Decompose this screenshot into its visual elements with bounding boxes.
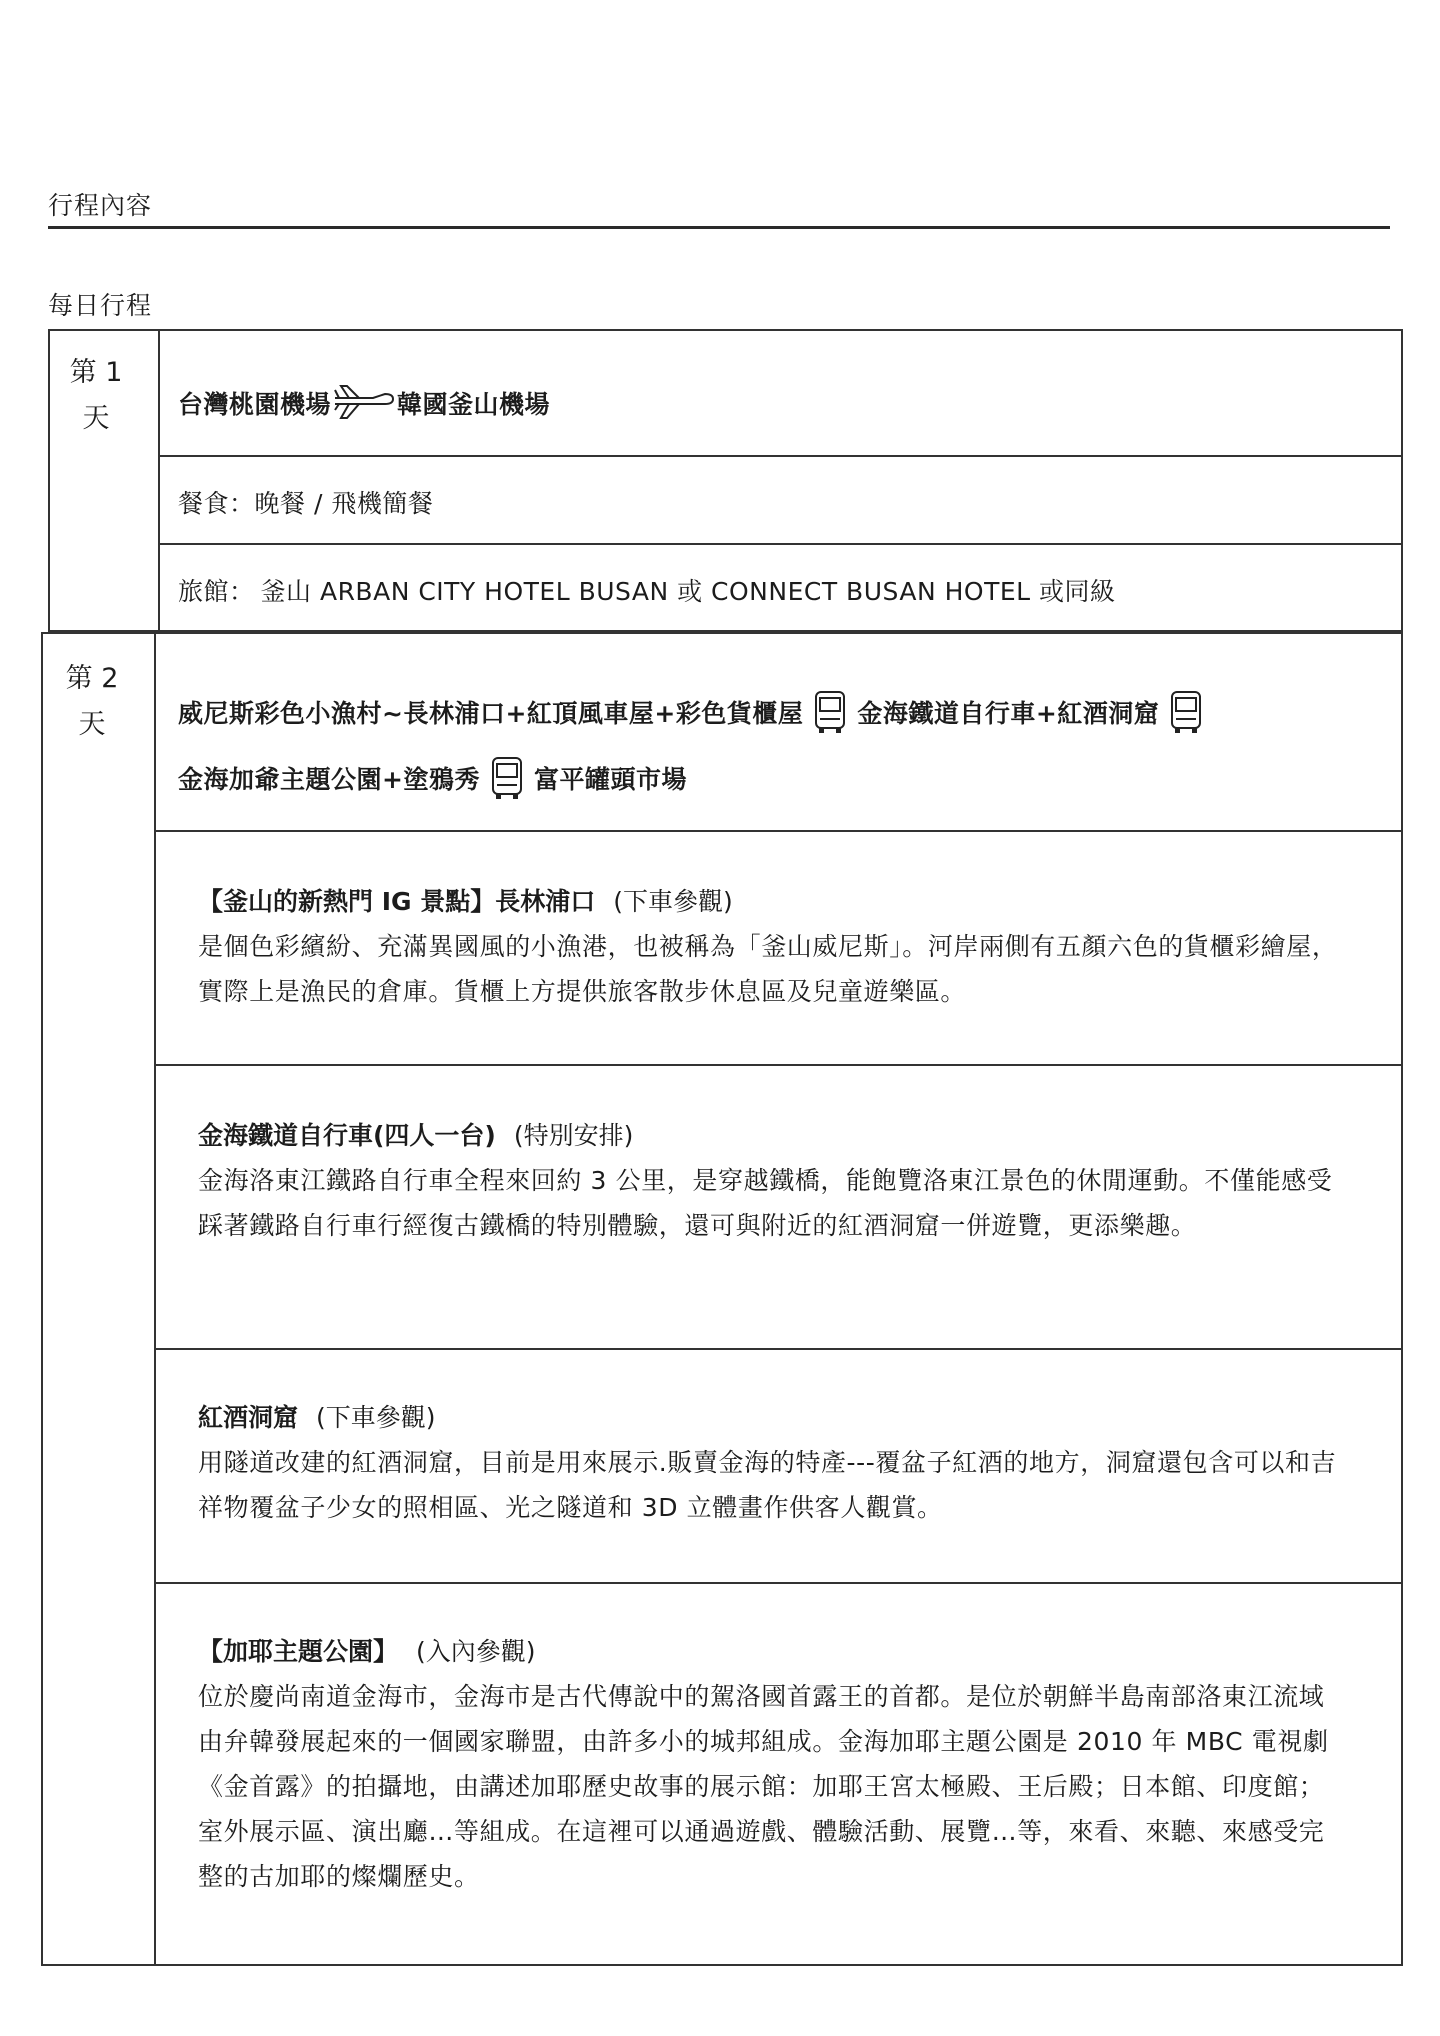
bus-icon xyxy=(813,689,847,735)
day1-meal xyxy=(178,484,433,520)
attraction-description: 用隧道改建的紅酒洞窟，目前是用來展示.販賣金海的特產---覆盆子紅酒的地方，洞窟還包含可以和吉祥物覆盆子少女的照相區、光之隧道和 3D 立體畫作供客人觀賞。 xyxy=(198,1448,1337,1522)
attraction-description: 位於慶尚南道金海市，金海市是古代傳說中的駕洛國首露王的首都。是位於朝鮮半島南部洛東江流域由弁韓發展起來的一個國家聯盟，由許多小的城邦組成。金海加耶主題公園是 2010 年 MBC 電視劇《金首露》的拍攝地，由講述加耶歷史故事的展示館：加耶王宮太極殿、王后殿；日本館、印度館；室外展示區、演出廳…等組成。在這裡可以通過遊戲、體驗活動、展覽…等，來看、來聽、來感受完整的古加耶的燦爛歷史。 xyxy=(198,1682,1329,1891)
day1-hotel xyxy=(178,572,1116,608)
subtitle: 每日行程 xyxy=(48,291,153,320)
section-title: 行程內容 xyxy=(48,191,153,220)
day2-row-divider-3 xyxy=(154,1348,1403,1350)
day1-label: 第 1 天 xyxy=(69,357,123,434)
day1-column-divider xyxy=(158,329,160,632)
day1-route-to: 韓國釜山機場 xyxy=(397,390,551,419)
day1-meal-value: 晚餐 / 飛機簡餐 xyxy=(254,489,434,518)
attraction-title-text: 金海鐵道自行車(四人一台) xyxy=(198,1121,496,1150)
airplane-icon xyxy=(333,384,395,422)
day2-route-seg3: 金海加爺主題公園+塗鴉秀 xyxy=(178,765,480,794)
attraction-note: (下車參觀) xyxy=(316,1403,436,1432)
day2-column-divider xyxy=(154,632,156,1966)
attraction-title xyxy=(198,1632,536,1668)
attraction-title xyxy=(198,1398,436,1434)
day2-row-divider-4 xyxy=(154,1582,1403,1584)
bus-icon xyxy=(490,755,524,801)
day2-label: 第 2 天 xyxy=(65,663,119,740)
day2-route-line1 xyxy=(178,686,1213,738)
day2-route-seg1: 威尼斯彩色小漁村~長林浦口+紅頂風車屋+彩色貨櫃屋 xyxy=(178,699,804,728)
day1-route xyxy=(178,378,550,428)
day2-row-divider-1 xyxy=(154,830,1403,832)
day2-route-seg4: 富平罐頭市場 xyxy=(533,765,687,794)
attraction-title xyxy=(198,1116,633,1152)
attraction-title-text: 紅酒洞窟 xyxy=(198,1403,299,1432)
attraction-note: (入內參觀) xyxy=(416,1637,536,1666)
attraction-description: 是個色彩繽紛、充滿異國風的小漁港，也被稱為「釜山威尼斯」。河岸兩側有五顏六色的貨櫃彩繪屋，實際上是漁民的倉庫。貨櫃上方提供旅客散步休息區及兒童遊樂區。 xyxy=(198,932,1338,1006)
attraction-note: (下車參觀) xyxy=(613,887,733,916)
attraction-description: 金海洛東江鐵路自行車全程來回約 3 公里，是穿越鐵橋，能飽覽洛東江景色的休閒運動。不僅能感受踩著鐵路自行車行經復古鐵橋的特別體驗，還可與附近的紅酒洞窟一併遊覽，更添樂趣。 xyxy=(198,1166,1333,1240)
attraction-title-text: 【加耶主題公園】 xyxy=(198,1637,399,1666)
attraction-note: (特別安排) xyxy=(513,1121,634,1150)
header-divider xyxy=(48,226,1390,229)
day1-row-divider-1 xyxy=(158,455,1403,457)
day2-row-divider-2 xyxy=(154,1064,1403,1066)
attraction-title xyxy=(198,882,733,918)
day1-row-divider-2 xyxy=(158,543,1403,545)
day2-route-seg2: 金海鐵道自行車+紅酒洞窟 xyxy=(857,699,1160,728)
day1-meal-label: 餐食： xyxy=(178,489,255,518)
day2-route-line2 xyxy=(178,752,687,804)
attraction-title-text: 【釜山的新熱門 IG 景點】長林浦口 xyxy=(198,887,596,916)
day1-hotel-value: 釜山 ARBAN CITY HOTEL BUSAN 或 CONNECT BUSAN HOTEL 或同級 xyxy=(260,577,1116,606)
day1-route-from: 台灣桃園機場 xyxy=(178,390,332,419)
bus-icon xyxy=(1169,689,1203,735)
day1-hotel-label: 旅館： xyxy=(178,577,255,606)
